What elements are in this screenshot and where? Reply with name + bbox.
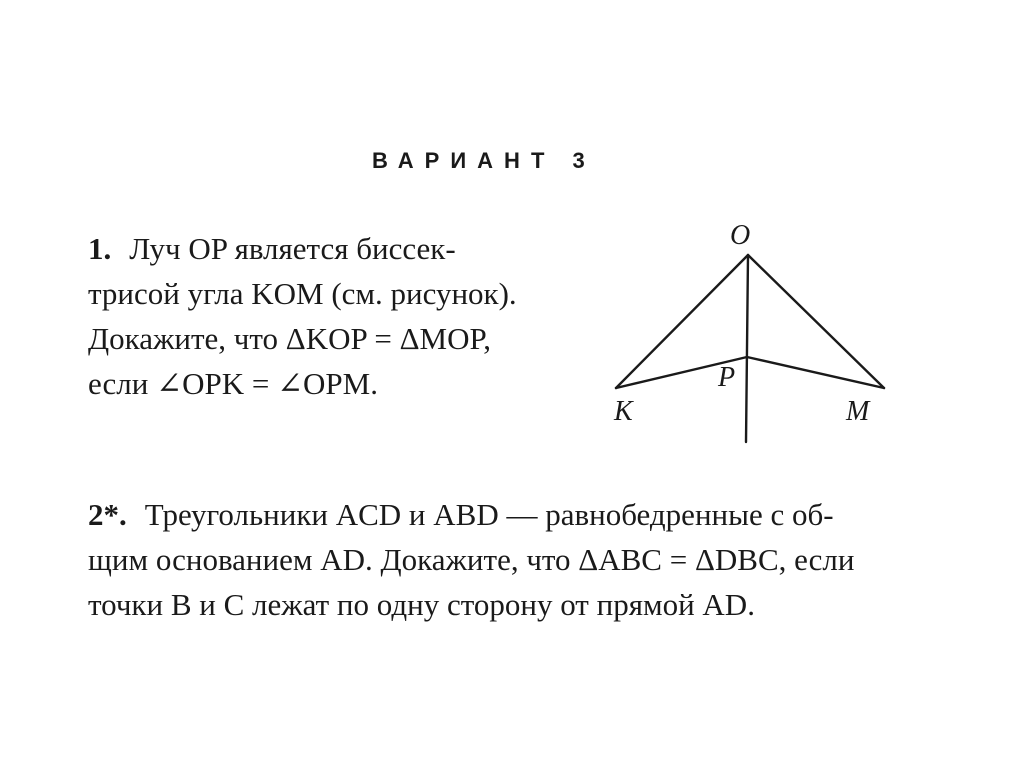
problem-2-line-3: точки B и C лежат по одну сторону от прямой AD. xyxy=(88,587,755,622)
problem-1-number: 1. xyxy=(88,231,112,266)
label-o: O xyxy=(730,220,751,251)
problem-2-line-1 xyxy=(88,492,948,537)
problem-1-line-4: если ∠OPK = ∠OPM. xyxy=(88,366,378,401)
ray-op xyxy=(746,255,748,442)
label-p: P xyxy=(718,362,736,393)
label-m: M xyxy=(846,396,870,427)
problem-2 xyxy=(88,492,948,627)
variant-title: ВАРИАНТ 3 xyxy=(372,148,596,173)
segment-mp xyxy=(747,357,884,388)
label-k: K xyxy=(614,396,633,427)
problem-2-line-1-text: Треугольники ACD и ABD — равнобедренные с об- xyxy=(144,497,834,532)
problem-2-number: 2*. xyxy=(88,497,127,532)
problem-2-line-2: щим основанием AD. Докажите, что ΔABC = ΔDBC, если xyxy=(88,542,855,577)
segment-om xyxy=(748,255,884,388)
problem-1-line-2: трисой угла KOM (см. рисунок). xyxy=(88,276,517,311)
problem-1-line-3: Докажите, что ΔKOP = ΔMOP, xyxy=(88,321,492,356)
problem-1-line-1-text: Луч OP является биссек- xyxy=(129,231,456,266)
